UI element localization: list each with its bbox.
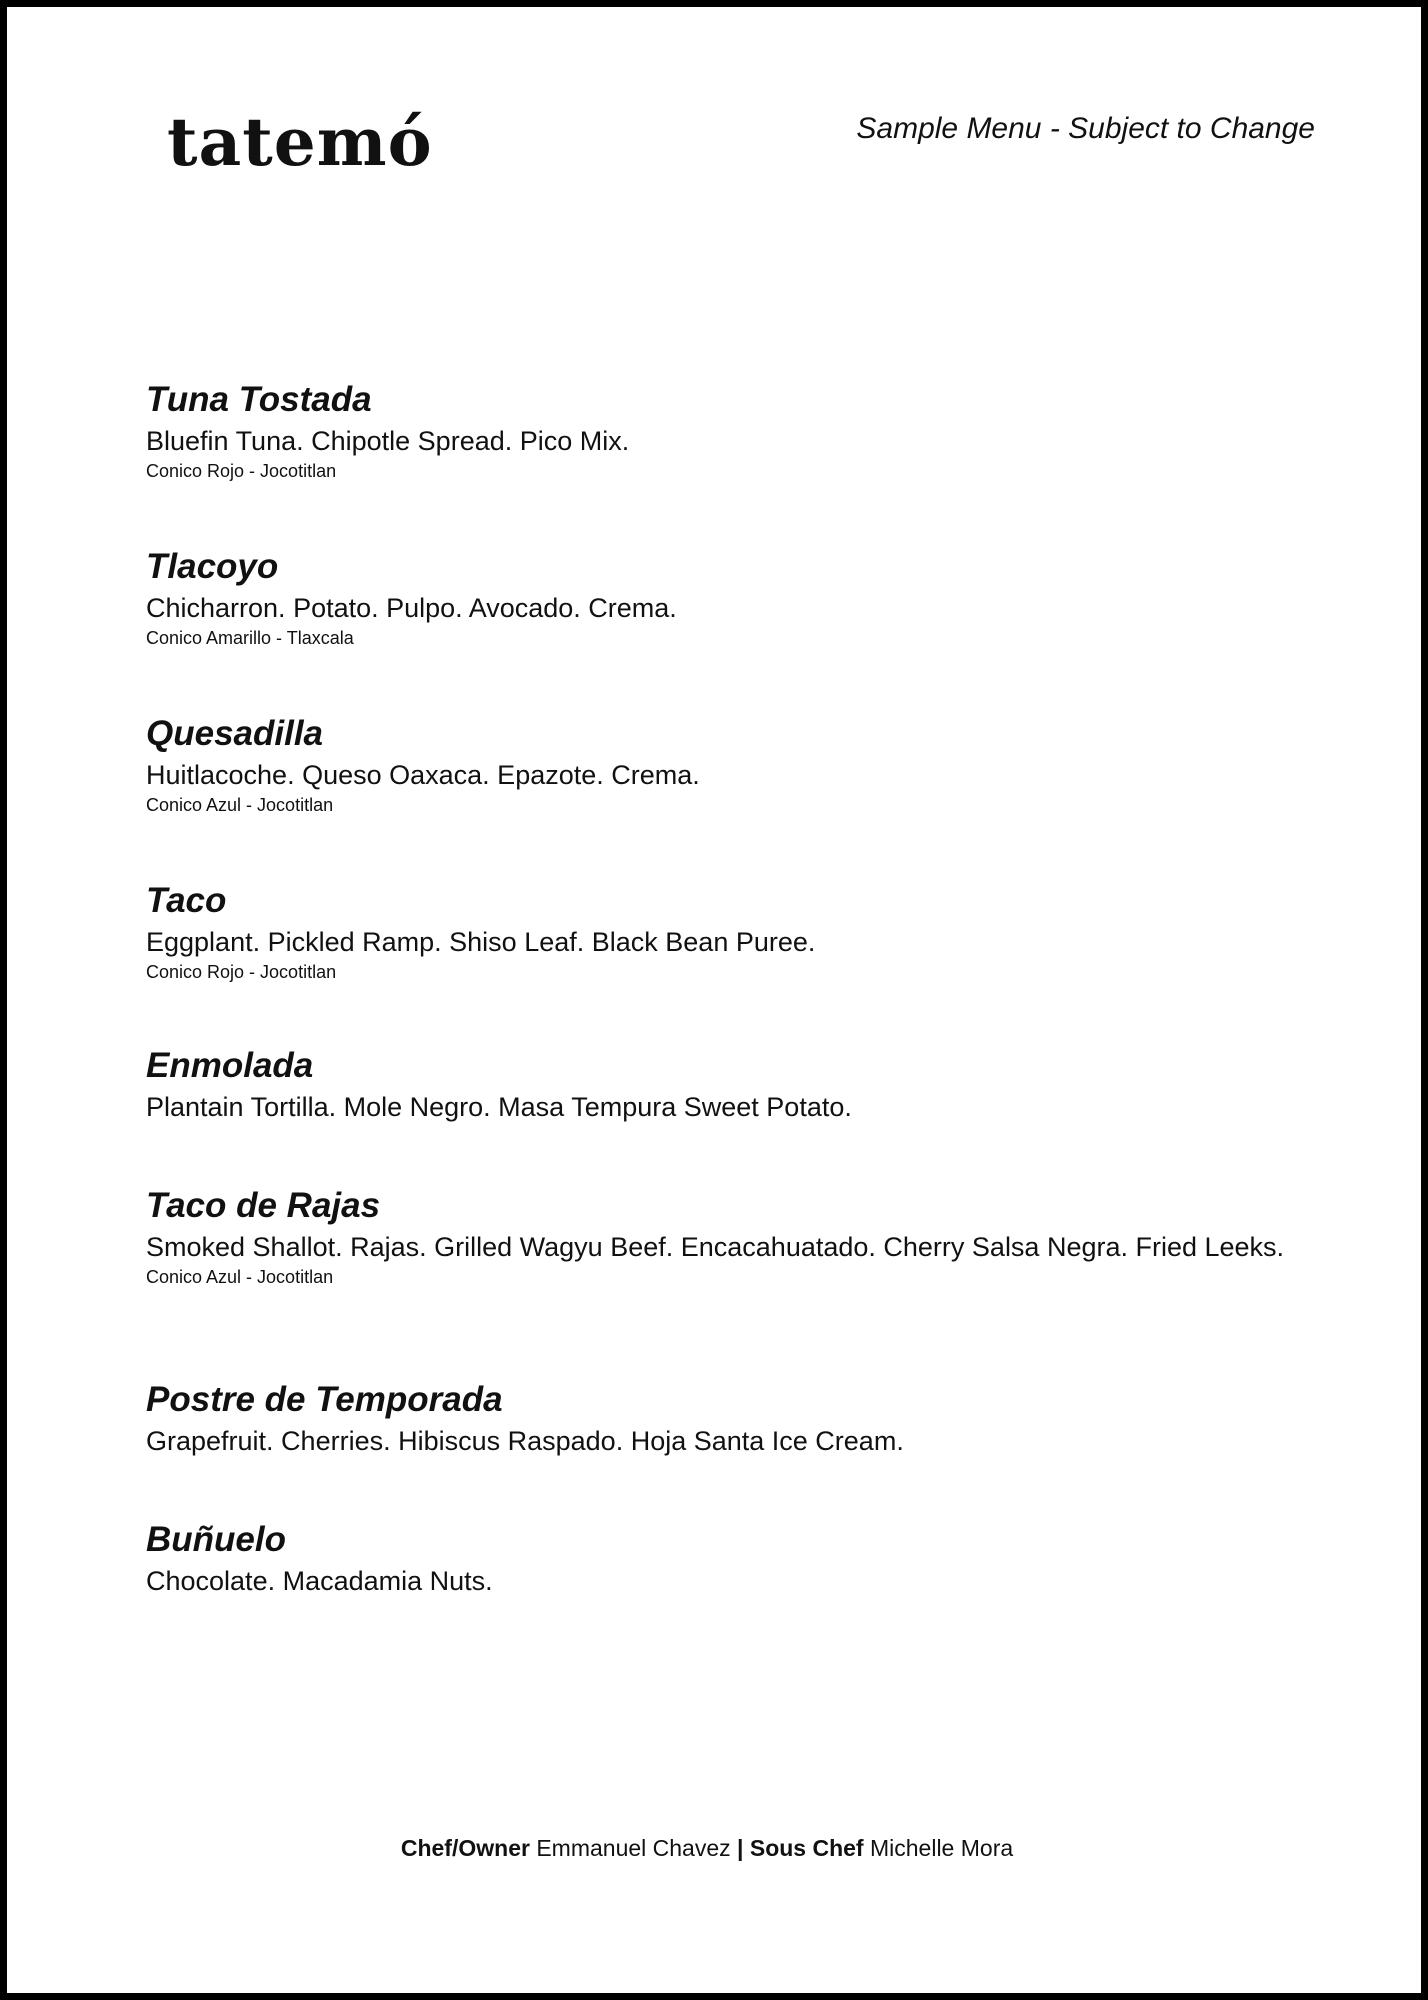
menu-item-description: Chicharron. Potato. Pulpo. Avocado. Crema.: [146, 593, 677, 623]
menu-item-bunuelo: [146, 1519, 1346, 1599]
chef-title: Chef/Owner: [400, 1835, 530, 1861]
menu-item-enmolada: [146, 1045, 1346, 1125]
menu-item-corn: Conico Amarillo - Tlaxcala: [146, 628, 354, 648]
menu-item-name: Tuna Tostada: [146, 380, 372, 419]
menu-item-corn: Conico Azul - Jocotitlan: [146, 1267, 334, 1287]
menu-item-description: Huitlacoche. Queso Oaxaca. Epazote. Crema.: [146, 760, 700, 790]
menu-item-name: Postre de Temporada: [146, 1380, 503, 1419]
restaurant-logo: tatemó: [167, 103, 433, 181]
menu-item-description: Grapefruit. Cherries. Hibiscus Raspado. Hoja Santa Ice Cream.: [146, 1426, 904, 1456]
sous-chef-name: Michelle Mora: [869, 1835, 1014, 1861]
menu-item-description: Bluefin Tuna. Chipotle Spread. Pico Mix.: [146, 426, 630, 456]
menu-item-description: Smoked Shallot. Rajas. Grilled Wagyu Beef. Encacahuatado. Cherry Salsa Negra. Fried Leeks.: [146, 1232, 1285, 1262]
menu-item-taco: [146, 880, 1346, 982]
credit-separator: |: [737, 1835, 744, 1861]
menu-item-quesadilla: [146, 713, 1346, 815]
sous-chef-title: Sous Chef: [749, 1835, 864, 1861]
menu-item-tlacoyo: [146, 546, 1346, 648]
menu-item-name: Quesadilla: [146, 714, 324, 753]
menu-subtitle: Sample Menu - Subject to Change: [856, 112, 1315, 145]
staff-credits: [7, 1833, 1407, 1863]
chef-name: Emmanuel Chavez: [536, 1835, 731, 1861]
menu-item-postre-de-temporada: [146, 1379, 1346, 1459]
menu-item-description: Eggplant. Pickled Ramp. Shiso Leaf. Black Bean Puree.: [146, 927, 816, 957]
menu-item-name: Tlacoyo: [146, 547, 279, 586]
menu-item-name: Enmolada: [146, 1046, 314, 1085]
menu-item-name: Buñuelo: [146, 1520, 286, 1559]
menu-item-corn: Conico Rojo - Jocotitlan: [146, 962, 337, 982]
menu-page: [7, 7, 1421, 1993]
menu-item-tuna-tostada: [146, 379, 1346, 481]
menu-item-corn: Conico Azul - Jocotitlan: [146, 795, 334, 815]
menu-item-taco-de-rajas: [146, 1185, 1346, 1287]
menu-item-corn: Conico Rojo - Jocotitlan: [146, 461, 337, 481]
menu-item-description: Chocolate. Macadamia Nuts.: [146, 1566, 493, 1596]
menu-item-name: Taco de Rajas: [146, 1186, 381, 1225]
menu-item-description: Plantain Tortilla. Mole Negro. Masa Tempura Sweet Potato.: [146, 1092, 852, 1122]
menu-item-name: Taco: [146, 881, 227, 920]
